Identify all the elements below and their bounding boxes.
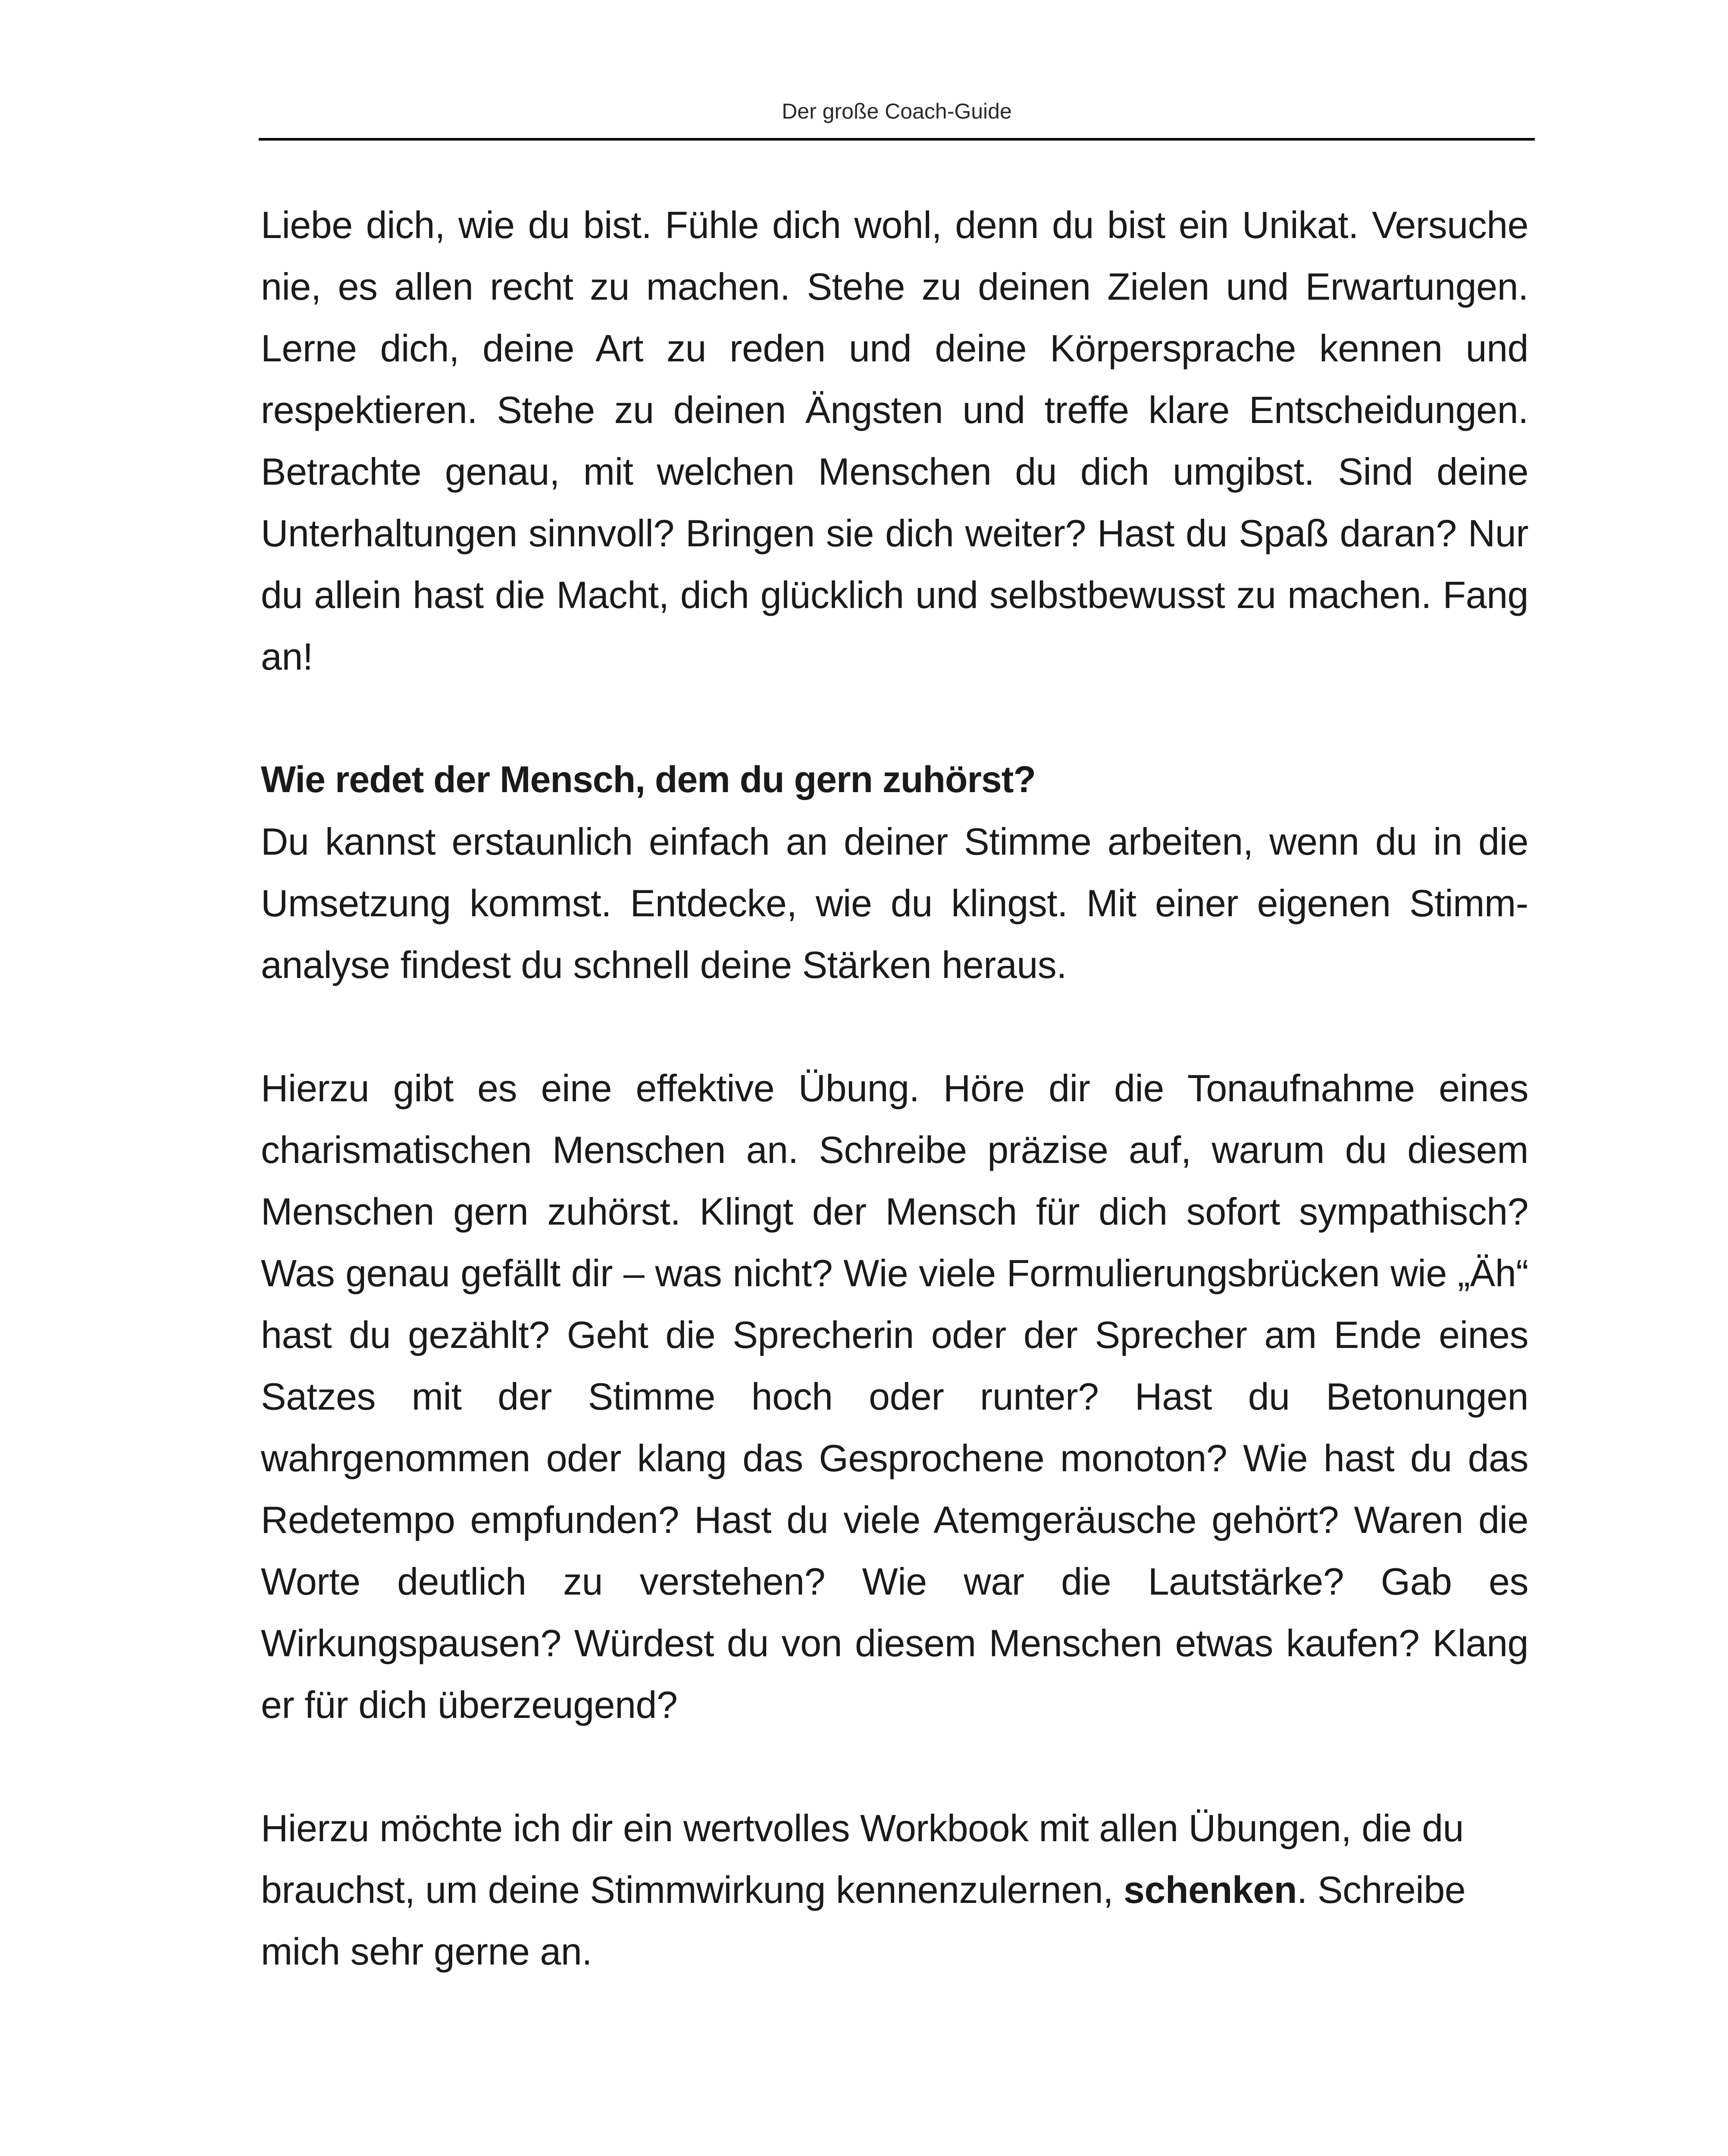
paragraph-gap [261, 1736, 1528, 1797]
paragraph-voice-intro: Du kannst erstaunlich einfach an deiner Stimme arbeiten, wenn du in die Umsetzung kommst. Entdecke, wie du klingst. Mit einer eigenen Stimmanalyse findest du schnell deine Stärken heraus. [261, 820, 1528, 986]
emphasis-schenken: schenken [1124, 1868, 1297, 1911]
paragraph-gap [261, 687, 1528, 749]
paragraph-workbook [261, 1797, 1528, 1982]
paragraph-self-acceptance: Liebe dich, wie du bist. Fühle dich wohl, denn du bist ein Unikat. Versuche nie, es allen recht zu machen. Stehe zu deinen Zielen und Erwartungen. Lerne dich, deine Art zu reden und deine Körpersprache kennen und respektieren. Stehe zu deinen Ängsten und treffe klare Entscheidungen. Betrachte genau, mit welchen Menschen du dich umgibst. Sind deine Unterhaltungen sinnvoll? Bringen sie dich weiter? Hast du Spaß daran? Nur du allein hast die Macht, dich glücklich und selbstbewusst zu machen. Fang an! [261, 204, 1528, 678]
section-heading: Wie redet der Mensch, dem du gern zuhörst? [261, 759, 1036, 800]
paragraph-gap [261, 996, 1528, 1057]
paragraph-exercise: Hierzu gibt es eine effektive Übung. Höre dir die Tonaufnahme eines charismatischen Menschen an. Schreibe präzise auf, warum du diesem Menschen gern zuhörst. Klingt der Mensch für dich sofort sympathisch? Was genau gefällt dir – was nicht? Wie viele Formulierungsbrücken wie „Äh“ hast du gezählt? Geht die Sprecherin oder der Sprecher am Ende eines Satzes mit der Stimme hoch oder runter? Hast du Betonungen wahrgenommen oder klang das Gesprochene monoton? Wie hast du das Redetempo empfunden? Hast du viele Atemgeräusche gehört? Waren die Worte deutlich zu verstehen? Wie war die Lautstärke? Gab es Wirkungspausen? Würdest du von diesem Menschen etwas kaufen? Klang er für dich überzeugend? [261, 1067, 1528, 1726]
page-content [261, 194, 1528, 1982]
running-header: Der große Coach-Guide [782, 99, 1012, 123]
header-rule [259, 138, 1535, 141]
workbook-text-end: . Schreibe mich sehr gerne an. [261, 1868, 1466, 1973]
workbook-text-start: Hierzu möchte ich dir ein wertvolles Workbook mit allen Übungen, die du brauchst, um deine Stimmwirkung kennenzulernen, [261, 1807, 1464, 1911]
